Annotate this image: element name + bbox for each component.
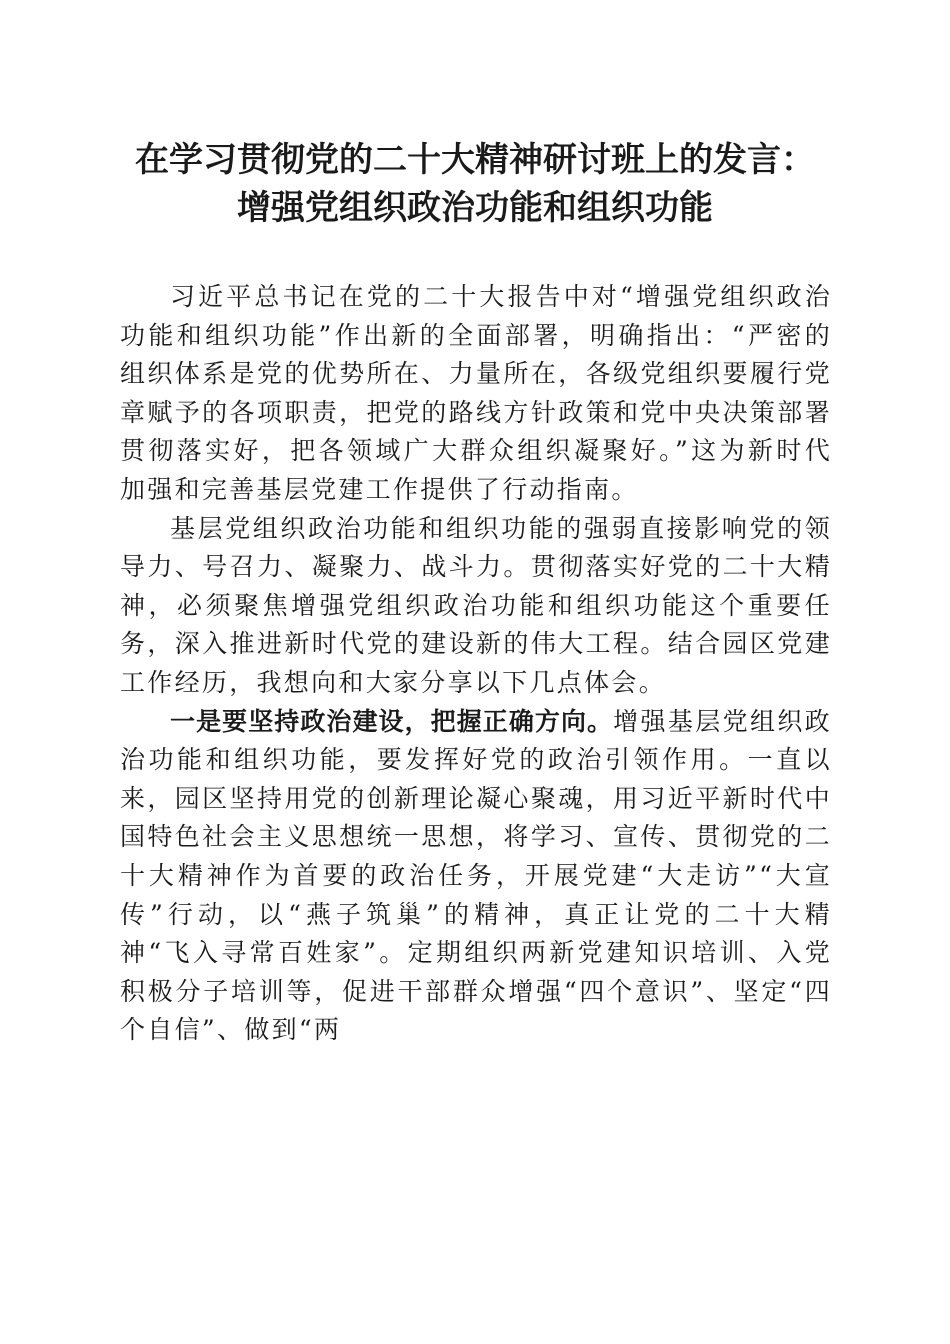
paragraph-1 bbox=[120, 278, 832, 510]
paragraph-3-text: 增强基层党组织政治功能和组织功能，要发挥好党的政治引领作用。一直以来，园区坚持用党的创新理论凝心聚魂，用习近平新时代中国特色社会主义思想统一思想，将学习、宣传、贯彻党的二十大精神作为首要的政治任务，开展党建“大走访”“大宣传”行动，以“燕子筑巢”的精神，真正让党的二十大精神“飞入寻常百姓家”。定期组织两新党建知识培训、入党积极分子培训等，促进干部群众增强“四个意识”、坚定“四个自信”、做到“两 bbox=[120, 706, 832, 1045]
paragraph-3 bbox=[120, 703, 832, 1050]
paragraph-1-text: 习近平总书记在党的二十大报告中对“增强党组织政治功能和组织功能”作出新的全面部署，明确指出：“严密的组织体系是党的优势所在、力量所在，各级党组织要履行党章赋予的各项职责，把党的路线方针政策和党中央决策部署贯彻落实好，把各领域广大群众组织凝聚好。”这为新时代加强和完善基层党建工作提供了行动指南。 bbox=[120, 282, 832, 504]
paragraph-2 bbox=[120, 510, 832, 703]
title-line-1: 在学习贯彻党的二十大精神研讨班上的发言： bbox=[135, 140, 815, 180]
title-line-2: 增强党组织政治功能和组织功能 bbox=[237, 188, 713, 228]
document-title bbox=[100, 136, 850, 232]
paragraph-3-lead: 一是要坚持政治建设，把握正确方向。 bbox=[170, 706, 614, 736]
paragraph-2-text: 基层党组织政治功能和组织功能的强弱直接影响党的领导力、号召力、凝聚力、战斗力。贯彻落实好党的二十大精神，必须聚焦增强党组织政治功能和组织功能这个重要任务，深入推进新时代党的建设新的伟大工程。结合园区党建工作经历，我想向和大家分享以下几点体会。 bbox=[120, 513, 832, 697]
document-body bbox=[120, 278, 832, 1050]
